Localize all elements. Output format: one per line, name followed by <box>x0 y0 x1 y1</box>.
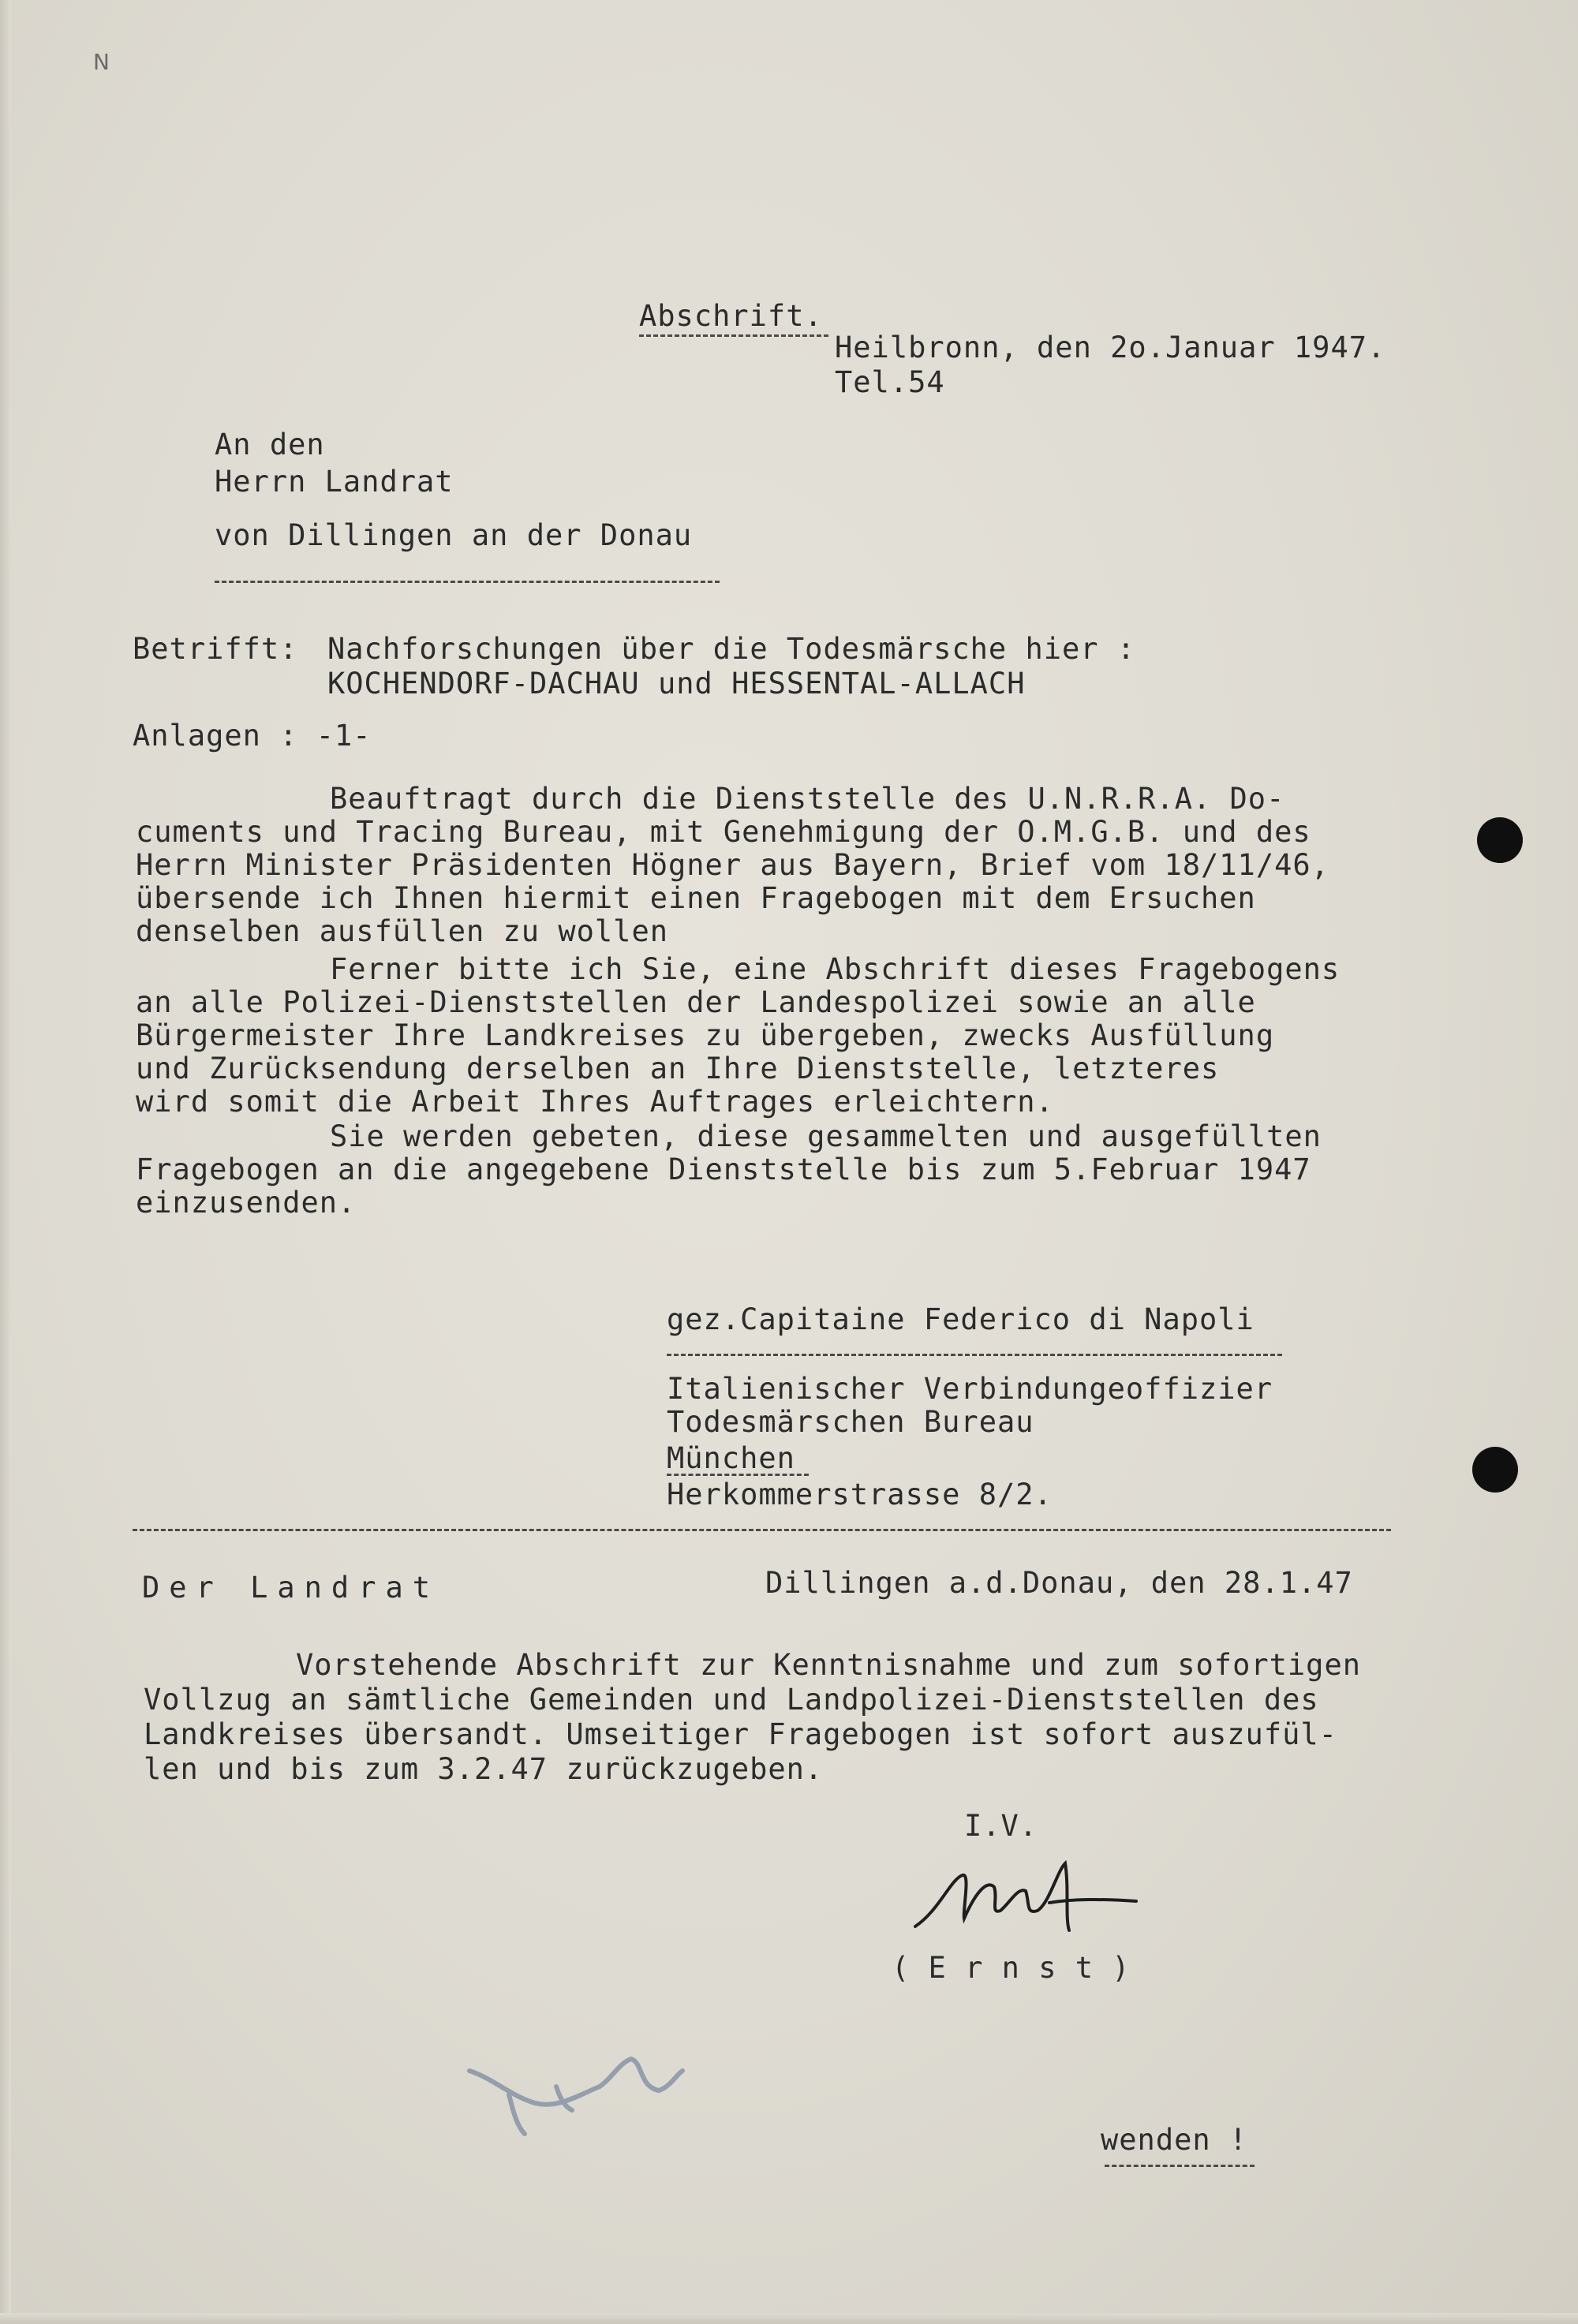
document-title: Abschrift. <box>639 299 823 333</box>
recipient-underline <box>215 581 720 583</box>
punch-hole-top <box>1477 817 1523 863</box>
punch-hole-bottom <box>1472 1447 1518 1493</box>
corner-mark: N <box>93 49 110 75</box>
iv-label: I.V. <box>964 1809 1038 1843</box>
recipient-line-1: An den <box>215 428 325 461</box>
signature-underline <box>667 1354 1282 1356</box>
body-line: Fragebogen an die angegebene Dienststelle bis zum 5.Februar 1947 <box>136 1153 1311 1186</box>
paper-edge-bottom <box>0 2313 1578 2324</box>
body-line: Herrn Minister Präsidenten Högner aus Bayern, Brief vom 18/11/46, <box>136 848 1329 882</box>
landrat-line: Vorstehende Abschrift zur Kenntnisnahme und zum sofortigen <box>296 1648 1362 1682</box>
body-line: und Zurücksendung derselben an Ihre Dienststelle, letzteres <box>136 1052 1220 1085</box>
attachments: Anlagen : -1- <box>133 719 372 753</box>
recipient-line-2: Herrn Landrat <box>215 465 454 499</box>
body-line: cuments und Tracing Bureau, mit Genehmigung der O.M.G.B. und des <box>136 815 1311 849</box>
landrat-place-date: Dillingen a.d.Donau, den 28.1.47 <box>765 1566 1353 1600</box>
landrat-line: len und bis zum 3.2.47 zurückzugeben. <box>144 1752 824 1786</box>
signer-name: ( E r n s t ) <box>892 1951 1131 1985</box>
body-line: Bürgermeister Ihre Landkreises zu übergeben, zwecks Ausfüllung <box>136 1018 1275 1052</box>
telephone: Tel.54 <box>835 365 945 399</box>
paper-edge-left <box>0 0 11 2324</box>
signer-street: Herkommerstrasse 8/2. <box>667 1478 1053 1511</box>
handwritten-signature <box>907 1855 1144 1950</box>
title-underline <box>639 334 828 337</box>
landrat-line: Landkreises übersandt. Umseitiger Fragebogen ist sofort auszufül- <box>144 1717 1337 1751</box>
city-underline <box>667 1474 809 1476</box>
body-line: an alle Polizei-Dienststellen der Landespolizei sowie an alle <box>136 985 1256 1019</box>
landrat-label: Der Landrat <box>142 1571 440 1605</box>
recipient-line-3: von Dillingen an der Donau <box>215 518 693 552</box>
subject-line-2: KOCHENDORF-DACHAU und HESSENTAL-ALLACH <box>327 667 1026 701</box>
turn-over-note: wenden ! <box>1101 2123 1248 2157</box>
body-line: übersende ich Ihnen hiermit einen Fragebogen mit dem Ersuchen <box>136 881 1256 915</box>
signer-role: Italienischer Verbindungeoffizier <box>667 1372 1273 1406</box>
signer-city: München <box>667 1441 795 1475</box>
faded-signature-stamp <box>462 2039 690 2142</box>
signer-office: Todesmärschen Bureau <box>667 1405 1034 1439</box>
section-divider <box>133 1529 1391 1531</box>
body-line: einzusenden. <box>136 1186 357 1220</box>
body-line: denselben ausfüllen zu wollen <box>136 914 669 948</box>
subject-label: Betrifft: <box>133 632 298 666</box>
signed-by: gez.Capitaine Federico di Napoli <box>667 1302 1255 1336</box>
body-line: Ferner bitte ich Sie, eine Abschrift dieses Fragebogens <box>330 952 1341 986</box>
body-line: Sie werden gebeten, diese gesammelten und ausgefüllten <box>330 1119 1322 1153</box>
body-line: wird somit die Arbeit Ihres Auftrages erleichtern. <box>136 1085 1054 1119</box>
subject-line-1: Nachforschungen über die Todesmärsche hier : <box>327 632 1136 666</box>
place-date: Heilbronn, den 2o.Januar 1947. <box>835 331 1386 364</box>
landrat-line: Vollzug an sämtliche Gemeinden und Landpolizei-Dienststellen des <box>144 1683 1319 1717</box>
footer-underline <box>1105 2165 1255 2167</box>
body-line: Beauftragt durch die Dienststelle des U.N.R.R.A. Do- <box>330 782 1285 816</box>
